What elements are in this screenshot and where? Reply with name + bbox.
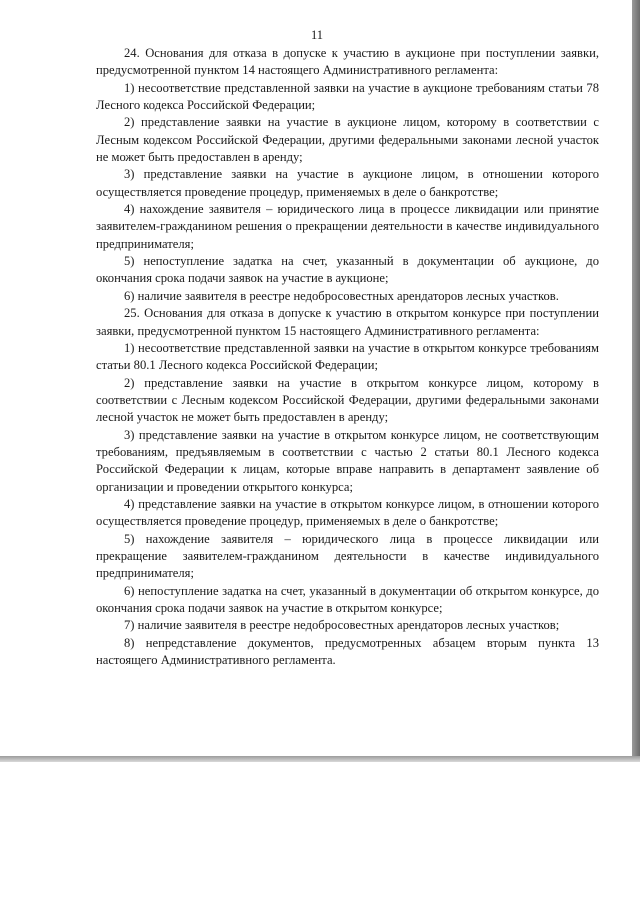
list-item: 2) представление заявки на участие в открытом конкурсе лицом, которому в соответствии с Лесным кодексом Российской Федерации, другими федеральными законами лесной участок не может быть предоставлен в аренду; <box>96 375 599 425</box>
document-body <box>96 45 599 669</box>
list-item: 4) представление заявки на участие в открытом конкурсе лицом, в отношении которого осуществляется проведение процедур, применяемых в деле о банкротстве; <box>96 496 599 529</box>
list-item: 3) представление заявки на участие в аукционе лицом, в отношении которого осуществляется проведение процедур, применяемых в деле о банкротстве; <box>96 167 599 199</box>
list-item: 3) представление заявки на участие в открытом конкурсе лицом, не соответствующим требованиям, предъявляемым в соответствии с частью 2 статьи 80.1 Лесного кодекса Российской Федерации к лицам, которые вправе направить в департамент заявление об организации и проведении открытого конкурса; <box>96 427 599 494</box>
page-number: 11 <box>310 28 324 42</box>
list-item: 6) непоступление задатка на счет, указанный в документации об открытом конкурсе, до окончания срока подачи заявок на участие в открытом конкурсе; <box>96 583 599 615</box>
list-item: 1) несоответствие представленной заявки на участие в аукционе требованиям статьи 78 Лесного кодекса Российской Федерации; <box>96 80 599 113</box>
list-item: 5) нахождение заявителя – юридического лица в процессе ликвидации или прекращение заявителем-гражданином деятельности в качестве индивидуального предпринимателя; <box>96 531 599 581</box>
paragraph-24-heading: 24. Основания для отказа в допуске к участию в аукционе при поступлении заявки, предусмотренной пунктом 14 настоящего Административного регламента: <box>96 46 599 78</box>
list-item: 6) наличие заявителя в реестре недобросовестных арендаторов лесных участков. <box>124 288 559 303</box>
page-bottom-shadow <box>0 756 640 762</box>
list-item: 8) непредставление документов, предусмотренных абзацем вторым пункта 13 настоящего Административного регламента. <box>96 635 599 668</box>
list-item: 4) нахождение заявителя – юридического лица в процессе ликвидации или принятие заявителем-гражданином решения о прекращении деятельности в качестве индивидуального предпринимателя; <box>96 202 599 251</box>
list-item: 7) наличие заявителя в реестре недобросовестных арендаторов лесных участков; <box>124 618 560 633</box>
list-item: 2) представление заявки на участие в аукционе лицом, которому в соответствии с Лесным кодексом Российской Федерации, другими федеральными законами лесной участок не может быть предоставлен в аренду; <box>96 115 599 165</box>
list-item: 1) несоответствие представленной заявки на участие в открытом конкурсе требованиям статьи 80.1 Лесного кодекса Российской Федерации; <box>96 340 599 373</box>
page-edge-shadow <box>632 0 640 762</box>
list-item: 5) непоступление задатка на счет, указанный в документации об аукционе, до окончания срока подачи заявок на участие в аукционе; <box>96 254 599 286</box>
paragraph-25-heading: 25. Основания для отказа в допуске к участию в открытом конкурсе при поступлении заявки, предусмотренной пунктом 15 настоящего Административного регламента: <box>96 306 599 338</box>
